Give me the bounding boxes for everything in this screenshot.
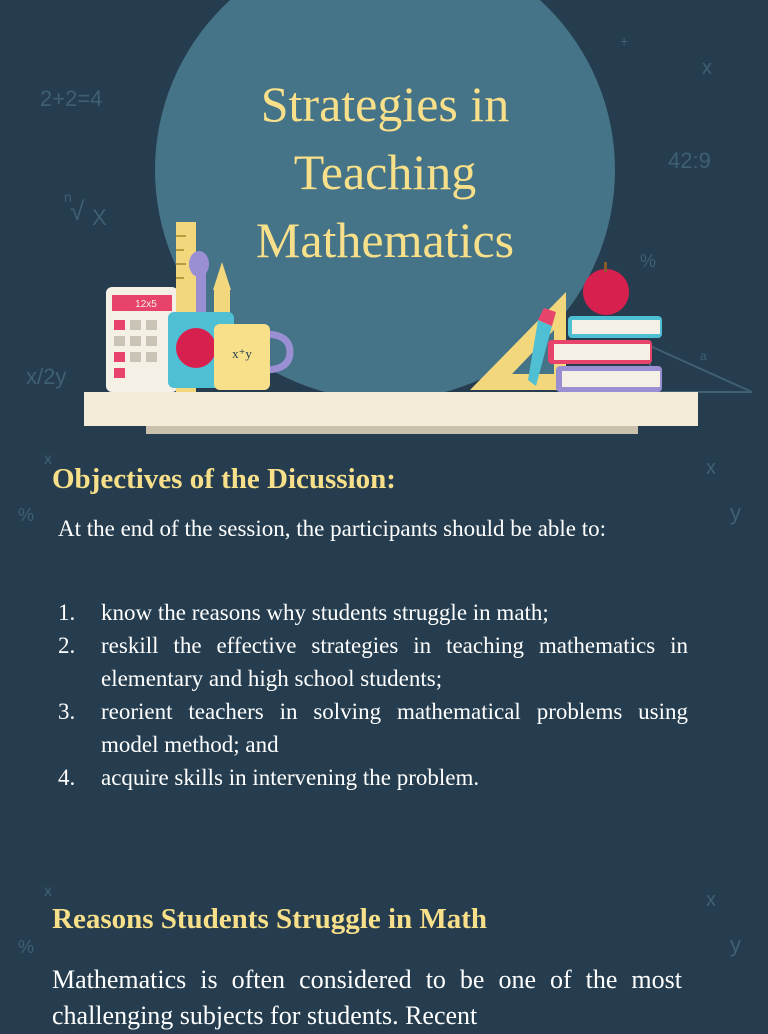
calculator-icon (106, 287, 178, 392)
list-item-number: 4. (58, 765, 76, 790)
objectives-list (58, 596, 688, 794)
objectives-intro: At the end of the session, the participants should be able to: (58, 516, 607, 541)
x-symbol: x (44, 883, 52, 900)
shelf (84, 392, 698, 426)
triangle-outline-icon (650, 346, 752, 392)
objectives-heading: Objectives of the Dicussion: (52, 463, 396, 495)
shelf-shadow (146, 426, 638, 434)
list-item (58, 761, 688, 794)
equation-42-9: 42:9 (668, 148, 711, 173)
root-icon: √ (70, 196, 85, 226)
x-symbol: x (706, 889, 716, 911)
title-line-3: Mathematics (255, 212, 515, 268)
list-item-text: acquire skills in intervening the problem. (101, 765, 480, 790)
list-item-number: 1. (58, 600, 76, 625)
title-line-1: Strategies in (260, 76, 510, 132)
mug-label: x⁺y (232, 346, 252, 361)
list-item-text: reskill the effective strategies in teaching mathematics in elementary and high school students; (101, 633, 688, 691)
reasons-paragraph: Mathematics is often considered to be one of the most challenging subjects for students. Recent (52, 965, 682, 1030)
reasons-heading: Reasons Students Struggle in Math (52, 903, 488, 935)
list-item (58, 629, 688, 695)
mug-icon (214, 324, 290, 390)
equation-2plus2: 2+2=4 (40, 86, 103, 111)
root-index: n (64, 189, 72, 205)
calculator-display: 12x5 (135, 299, 157, 310)
percent-symbol: % (640, 251, 657, 271)
list-item (58, 695, 688, 761)
desk-illustration (0, 0, 768, 440)
list-item-text: know the reasons why students struggle in math; (101, 600, 549, 625)
y-symbol: y (730, 500, 741, 525)
x-symbol: x (44, 451, 52, 468)
x-symbol: x (702, 57, 712, 79)
x-symbol: x (706, 457, 716, 479)
list-item-number: 3. (58, 699, 76, 724)
list-item-text: reorient teachers in solving mathematical problems using model method; and (101, 699, 688, 757)
percent-symbol: % (18, 505, 35, 525)
triangle-label: a (700, 349, 707, 363)
plus-symbol: + (620, 33, 629, 49)
fraction-x-2y: x/2y (26, 364, 67, 389)
y-symbol: y (730, 932, 741, 957)
root-variable: X (92, 205, 107, 230)
list-item-number: 2. (58, 633, 76, 658)
apple-icon (583, 262, 629, 315)
percent-symbol: % (18, 937, 35, 957)
list-item (58, 596, 688, 629)
title-line-2: Teaching (293, 144, 477, 200)
